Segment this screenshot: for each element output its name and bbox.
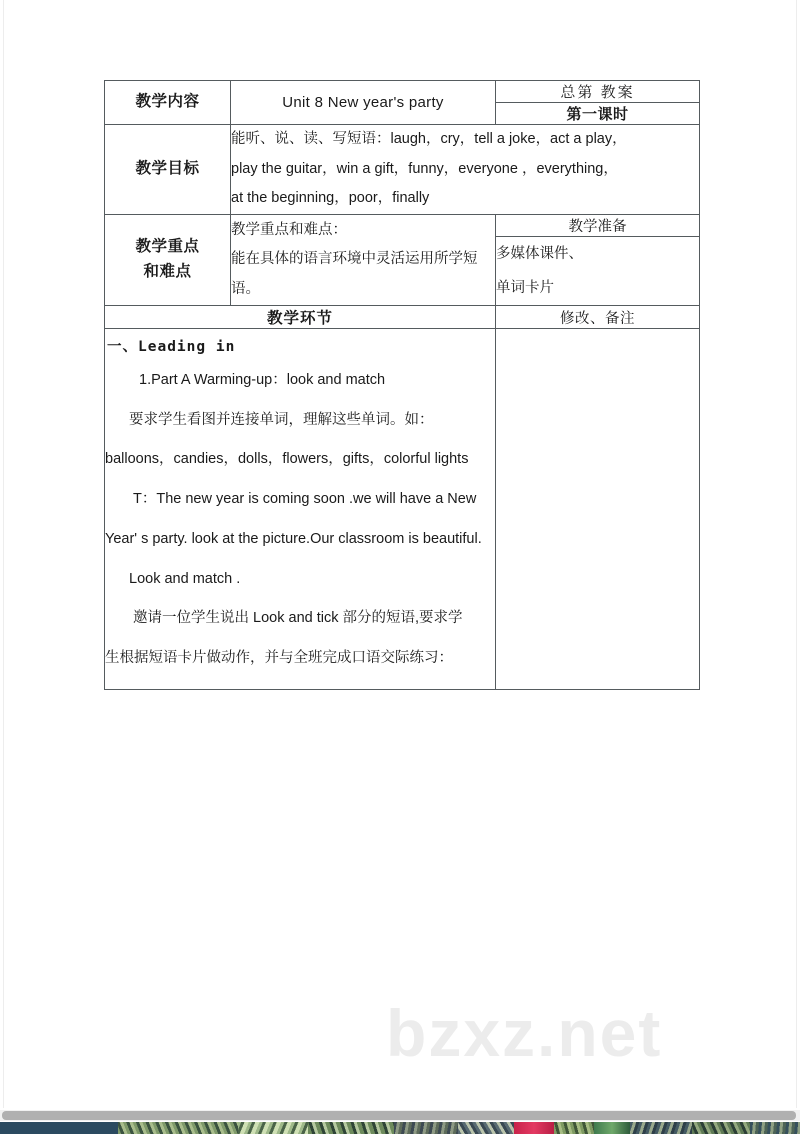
table-row-objectives	[105, 125, 700, 215]
procedure-section-header: 教学环节	[105, 306, 496, 329]
objective-line: play the guitar，win a gift，funny，everyone ，everything，	[231, 160, 618, 177]
cell-notes-body	[496, 329, 700, 690]
cell-objectives	[231, 125, 700, 215]
horizontal-scrollbar-thumb[interactable]	[2, 1111, 796, 1120]
cell-plan-number	[496, 81, 700, 103]
plan-number-text: 总第 教案	[560, 84, 635, 101]
cell-period	[496, 103, 700, 125]
procedure-line: 邀请一位学生说出 Look and tick 部分的短语,要求学	[133, 610, 463, 627]
row-label-key-points-line1: 教学重点	[135, 238, 200, 256]
unit-title-text: Unit 8 New year's party	[282, 94, 444, 111]
procedure-line: 1.Part A Warming-up：look and match	[139, 371, 386, 388]
strip-segment	[0, 1122, 118, 1134]
notes-section-header: 修改、备注	[496, 306, 700, 329]
page-edge-left	[3, 0, 4, 1108]
row-label-key-points	[105, 215, 231, 306]
procedure-line: balloons，candies，dolls，flowers，gifts，colorful lights	[105, 451, 469, 468]
preparation-item: 单词卡片	[496, 280, 554, 297]
strip-segment	[554, 1122, 594, 1134]
strip-segment	[594, 1122, 630, 1134]
strip-segment	[514, 1122, 554, 1134]
row-label-objectives: 教学目标	[105, 125, 231, 215]
table-row-procedure-header	[105, 306, 700, 329]
strip-segment	[692, 1122, 750, 1134]
row-label-teaching-content: 教学内容	[105, 81, 231, 125]
strip-segment	[118, 1122, 238, 1134]
table-row-content	[105, 81, 700, 103]
cell-preparation-items	[496, 237, 700, 306]
procedure-line: 要求学生看图并连接单词，理解这些单词。如：	[129, 411, 434, 428]
preparation-item: 多媒体课件、	[496, 246, 583, 263]
procedure-heading: 一、Leading in	[107, 338, 236, 355]
lesson-plan-table	[104, 80, 700, 690]
cell-procedure-body	[105, 329, 496, 690]
table-row-procedure-body	[105, 329, 700, 690]
watermark-bzxz: bzxz.net	[386, 996, 663, 1070]
procedure-line: 生根据短语卡片做动作，并与全班完成口语交际练习：	[105, 650, 453, 667]
table-row-key-points-header	[105, 215, 700, 237]
strip-segment	[630, 1122, 692, 1134]
strip-segment	[394, 1122, 458, 1134]
procedure-line: Look and match .	[129, 570, 241, 587]
strip-segment	[750, 1122, 800, 1134]
period-text: 第一课时	[566, 106, 629, 123]
row-label-key-points-line2: 和难点	[143, 263, 192, 281]
procedure-line: Year' s party. look at the picture.Our classroom is beautiful.	[105, 530, 482, 547]
objective-line: 能听、说、读、写短语：laugh，cry，tell a joke，act a play，	[231, 131, 627, 147]
page-edge-right	[796, 0, 797, 1108]
horizontal-scrollbar[interactable]	[0, 1110, 800, 1121]
bottom-image-strip	[0, 1122, 800, 1134]
cell-key-points	[231, 215, 496, 306]
strip-segment	[238, 1122, 308, 1134]
key-points-heading: 教学重点和难点：	[231, 221, 347, 238]
key-points-body: 能在具体的语言环境中灵活运用所学短语。	[231, 251, 478, 298]
cell-unit-title	[231, 81, 496, 125]
cell-preparation-header: 教学准备	[496, 215, 700, 237]
objective-line: at the beginning，poor，finally	[231, 190, 430, 207]
procedure-line: T：The new year is coming soon .we will have a New	[133, 491, 477, 508]
strip-segment	[458, 1122, 514, 1134]
strip-segment	[308, 1122, 394, 1134]
